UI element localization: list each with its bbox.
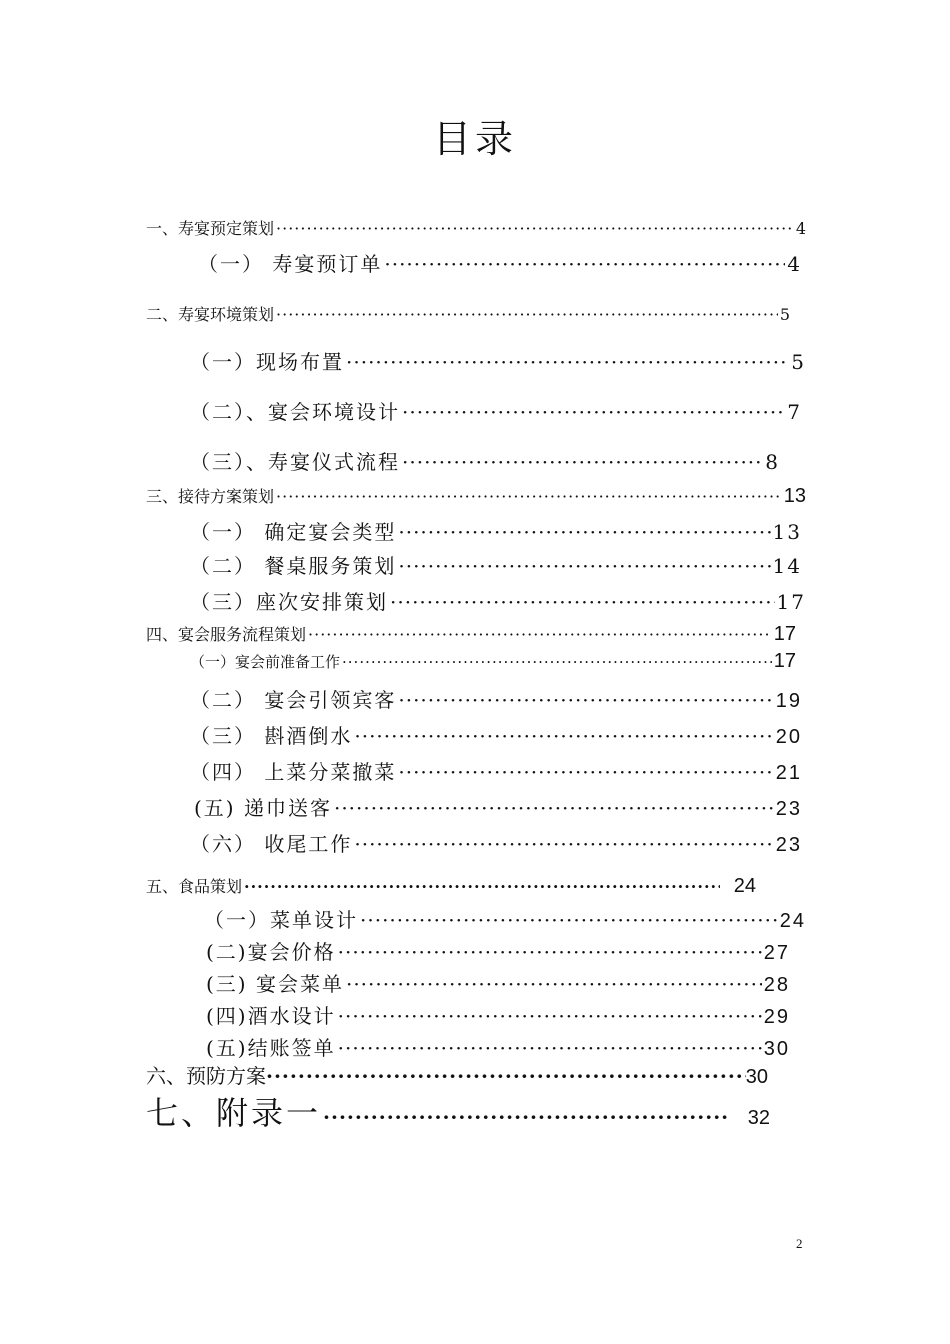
- toc-label: (三) 宴会菜单: [206, 972, 344, 996]
- toc-leader: [354, 724, 773, 748]
- toc-leader: [402, 400, 785, 424]
- toc-entry[interactable]: [190, 446, 780, 475]
- toc-label: 二、寿宴环境策划: [146, 305, 275, 324]
- toc-leader: [244, 877, 720, 896]
- toc-page: 21: [775, 762, 802, 784]
- toc-leader: [323, 1105, 730, 1129]
- toc-entry[interactable]: [146, 302, 790, 325]
- toc-label: (五) 递巾送客: [194, 796, 332, 820]
- toc-leader: [338, 1036, 762, 1060]
- toc-entry[interactable]: [146, 622, 796, 646]
- toc-page: 17: [776, 590, 806, 614]
- toc-entry[interactable]: [190, 550, 802, 579]
- toc-page: 24: [733, 875, 756, 897]
- toc-label: （一）菜单设计: [204, 908, 358, 932]
- toc-entry[interactable]: [146, 1060, 768, 1089]
- toc-entry[interactable]: [198, 248, 802, 277]
- toc-label: （六） 收尾工作: [190, 832, 353, 856]
- toc-entry[interactable]: [190, 586, 806, 615]
- toc-page: 19: [775, 690, 802, 712]
- toc-page: 32: [747, 1107, 770, 1129]
- toc-entry[interactable]: [190, 650, 796, 673]
- toc-label: （一） 寿宴预订单: [198, 252, 383, 276]
- toc-leader: [360, 908, 778, 932]
- toc-entry[interactable]: [190, 516, 802, 545]
- toc-leader: [334, 796, 774, 820]
- toc-leader: [398, 688, 773, 712]
- toc-entry[interactable]: [190, 720, 802, 749]
- toc-label: 五、食品策划: [146, 877, 243, 896]
- toc-page: 8: [765, 450, 780, 474]
- toc-label: (五)结账签单: [206, 1036, 336, 1060]
- toc-label: 一、寿宴预定策划: [146, 219, 275, 238]
- toc-page: 17: [773, 650, 796, 672]
- toc-leader: [346, 350, 789, 374]
- toc-page: 20: [775, 726, 802, 748]
- toc-entry[interactable]: [146, 484, 806, 508]
- toc-page: 17: [773, 623, 796, 645]
- toc-entry[interactable]: [190, 828, 802, 857]
- toc-label: (四)酒水设计: [206, 1004, 336, 1028]
- toc-page: 4: [787, 252, 802, 276]
- toc-label: （三）座次安排策划: [190, 590, 388, 614]
- toc-label: （三） 斟酒倒水: [190, 724, 353, 748]
- toc-entry[interactable]: [146, 216, 806, 239]
- toc-leader: [276, 305, 778, 324]
- toc-label: （一）现场布置: [190, 350, 344, 374]
- toc-page: 7: [787, 400, 802, 424]
- toc-leader: [402, 450, 763, 474]
- toc-page: 14: [772, 554, 802, 578]
- page-number: 2: [796, 1236, 803, 1251]
- toc-page: 23: [775, 798, 802, 820]
- toc-page: 4: [795, 219, 806, 238]
- toc-page: 5: [779, 305, 790, 324]
- toc-entry[interactable]: [190, 756, 802, 785]
- toc-entry[interactable]: [190, 684, 802, 713]
- toc-label: 七、附录一: [146, 1094, 322, 1132]
- toc-entry[interactable]: [206, 936, 790, 965]
- toc-label: 三、接待方案策划: [146, 487, 275, 506]
- toc-label: (二)宴会价格: [206, 940, 336, 964]
- toc-entry[interactable]: [190, 396, 802, 425]
- toc-label: （三）、寿宴仪式流程: [190, 450, 400, 474]
- toc-label: （二） 餐桌服务策划: [190, 554, 397, 578]
- toc-page: 30: [745, 1066, 768, 1088]
- toc-label: （二）、宴会环境设计: [190, 400, 400, 424]
- toc-label: 四、宴会服务流程策划: [146, 625, 307, 644]
- toc-leader: [354, 832, 773, 856]
- toc-leader: [384, 252, 785, 276]
- toc-leader: [398, 760, 773, 784]
- toc-leader: [390, 590, 775, 614]
- toc-leader: [346, 972, 762, 996]
- toc-label: （二） 宴会引领宾客: [190, 688, 397, 712]
- toc-page: 28: [763, 974, 790, 996]
- toc-label: 六、预防方案: [146, 1064, 266, 1088]
- toc-leader: [398, 520, 770, 544]
- toc-leader: [338, 1004, 762, 1028]
- toc-leader: [338, 940, 762, 964]
- toc-leader: [266, 1064, 746, 1088]
- toc-leader: [398, 554, 770, 578]
- toc-entry[interactable]: [146, 1088, 770, 1134]
- toc-entry[interactable]: [204, 904, 806, 933]
- toc-page: 23: [775, 834, 802, 856]
- toc-page: 29: [763, 1006, 790, 1028]
- toc-leader: [342, 653, 772, 671]
- page-title: 目录: [432, 117, 517, 161]
- toc-page: 5: [791, 350, 806, 374]
- toc-page: 13: [783, 485, 806, 507]
- toc-label: （四） 上菜分菜撤菜: [190, 760, 397, 784]
- toc-page: 13: [772, 520, 802, 544]
- toc-page: 30: [763, 1038, 790, 1060]
- toc-label: （一） 确定宴会类型: [190, 520, 397, 544]
- toc-page: 24: [779, 910, 806, 932]
- toc-label: （一）宴会前准备工作: [190, 653, 341, 671]
- toc-leader: [276, 487, 782, 506]
- toc-leader: [276, 219, 794, 238]
- toc-entry[interactable]: [206, 968, 790, 997]
- toc-leader: [308, 625, 772, 644]
- toc-entry[interactable]: [190, 346, 806, 375]
- toc-entry[interactable]: [206, 1000, 790, 1029]
- toc-entry[interactable]: [194, 792, 802, 821]
- toc-page: 27: [763, 942, 790, 964]
- toc-entry[interactable]: [206, 1032, 790, 1061]
- toc-entry[interactable]: [146, 874, 756, 898]
